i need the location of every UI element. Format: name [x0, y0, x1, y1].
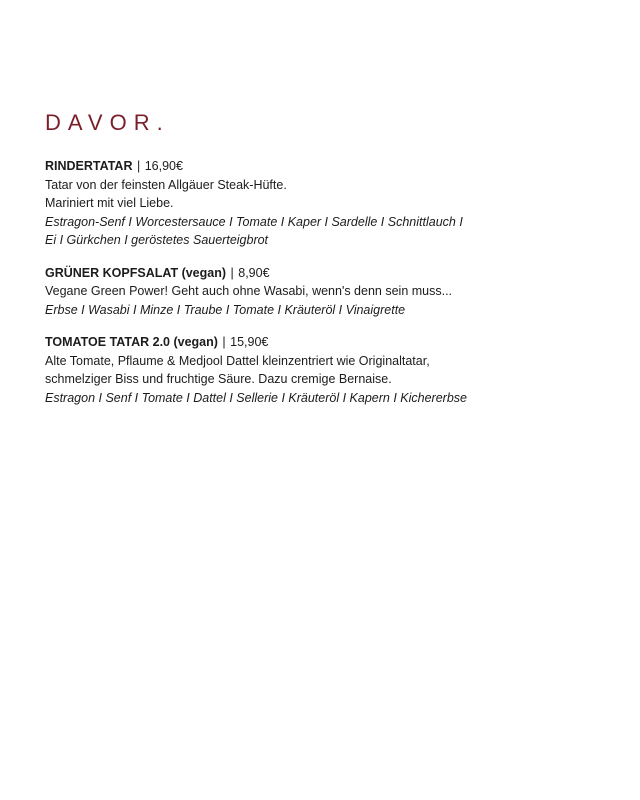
dish-name: TOMATOE TATAR 2.0 (vegan) [45, 335, 218, 349]
dish-description-line: schmelziger Biss und fruchtige Säure. Dazu cremige Bernaise. [45, 372, 392, 386]
dish-description-line: Alte Tomate, Pflaume & Medjool Dattel kleinzentriert wie Originaltatar, [45, 353, 430, 368]
dish-ingredients-line: Erbse I Wasabi I Minze I Traube I Tomate I Kräuteröl I Vinaigrette [45, 302, 406, 317]
dish-ingredients-line: Estragon I Senf I Tomate I Dattel I Sellerie I Kräuteröl I Kapern I Kichererbse [45, 390, 467, 405]
dish-price: 15,90€ [230, 335, 269, 349]
menu-list [45, 157, 605, 407]
menu-item-header [45, 157, 605, 176]
dish-ingredients-line: Estragon-Senf I Worcestersauce I Tomate I Kaper I Sardelle I Schnittlauch I [45, 214, 463, 229]
menu-item [45, 333, 605, 407]
dish-name: RINDERTATAR [45, 159, 133, 173]
price-separator: | [222, 335, 226, 349]
dish-name: GRÜNER KOPFSALAT (vegan) [45, 265, 227, 280]
dish-ingredients-line: Ei I Gürkchen I geröstetes Sauerteigbrot [45, 233, 269, 247]
menu-item-header [45, 264, 605, 283]
menu-item-header [45, 333, 605, 352]
dish-price: 8,90€ [238, 265, 270, 280]
section-title: DAVOR. [45, 110, 170, 135]
menu-item [45, 157, 605, 250]
dish-price: 16,90€ [144, 159, 183, 173]
dish-description-line: Tatar von der feinsten Allgäuer Steak-Hüfte. [45, 177, 287, 192]
dish-description-line: Vegane Green Power! Geht auch ohne Wasabi, wenn's denn sein muss... [45, 284, 453, 298]
price-separator: | [136, 159, 141, 173]
dish-description-line: Mariniert mit viel Liebe. [45, 196, 174, 210]
menu-item [45, 264, 605, 320]
price-separator: | [230, 265, 234, 280]
menu-page [45, 110, 605, 421]
